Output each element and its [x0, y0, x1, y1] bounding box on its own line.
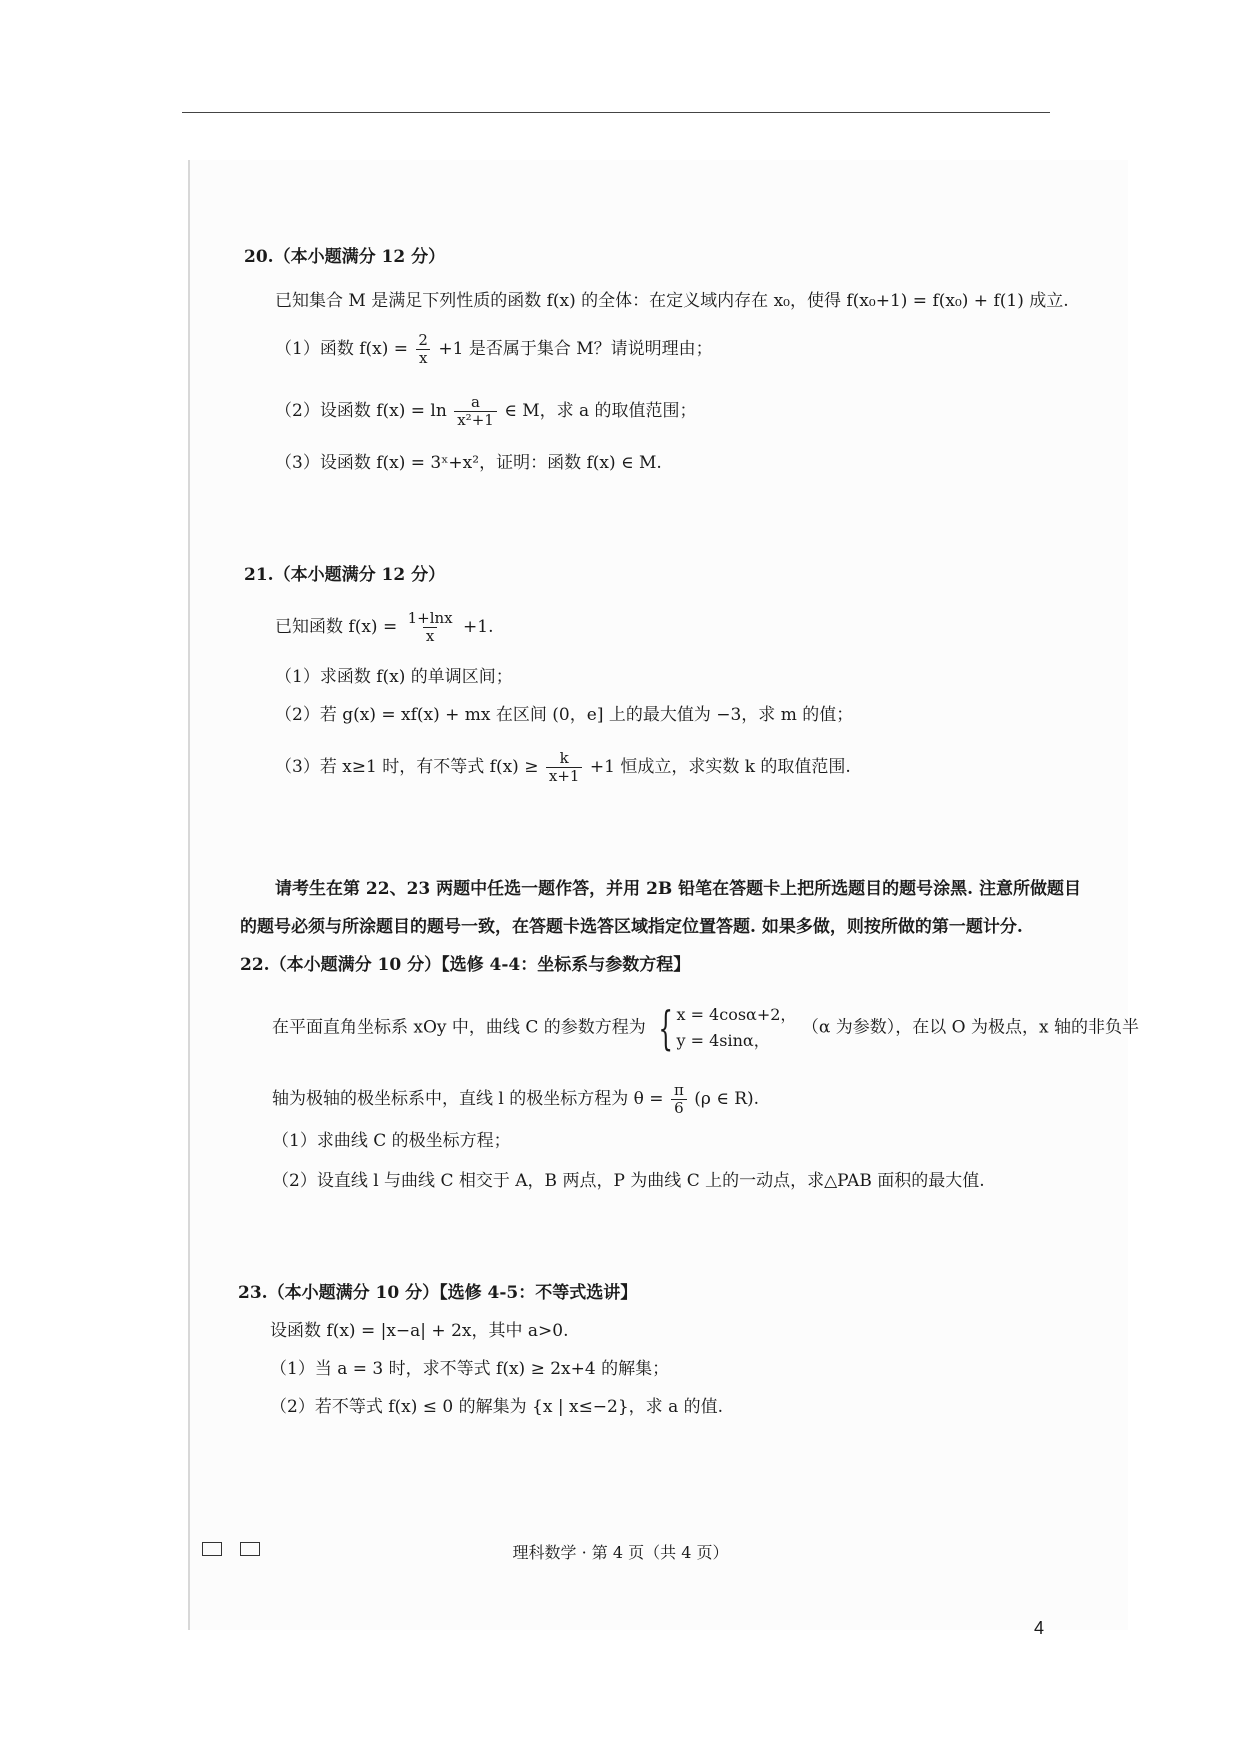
q21-part3-denominator: x+1 [546, 767, 583, 785]
q21-statement-numerator: 1+lnx [407, 609, 453, 627]
q20-part2-numerator: a [471, 393, 480, 411]
top-rule [182, 112, 1050, 113]
q22-system-row-2: y = 4sinα， [676, 1031, 770, 1050]
scan-edge [188, 160, 190, 1630]
q20-part1-denominator: x [416, 349, 430, 367]
q20-header: 20.（本小题满分 12 分） [244, 247, 446, 267]
q20-part2-post: ∈ M，求 a 的取值范围； [504, 401, 697, 421]
q22-brace: { [658, 1001, 674, 1055]
q20-part2-denominator: x²+1 [454, 411, 497, 429]
q21-part3-post: +1 恒成立，求实数 k 的取值范围. [589, 757, 851, 777]
q21-part3-pre: （3）若 x≥1 时，有不等式 f(x) ≥ [275, 757, 539, 777]
instructions-line-1: 请考生在第 22、23 两题中任选一题作答，并用 2B 铅笔在答题卡上把所选题目的题号涂黑. 注意所做题目 [275, 879, 1082, 899]
q22-part2: （2）设直线 l 与曲线 C 相交于 A，B 两点，P 为曲线 C 上的一动点，求△PAB 面积的最大值. [272, 1171, 985, 1191]
q22-statement-2 [272, 1082, 759, 1117]
q22-pi-over-6 [671, 1082, 687, 1117]
q22-header: 22.（本小题满分 10 分）【选修 4-4：坐标系与参数方程】 [240, 955, 691, 975]
q21-part2: （2）若 g(x) = xf(x) + mx 在区间 (0，e] 上的最大值为 −3，求 m 的值； [275, 705, 854, 725]
page-footer: 理科数学 · 第 4 页（共 4 页） [512, 1543, 729, 1562]
q23-header: 23.（本小题满分 10 分）【选修 4-5：不等式选讲】 [238, 1283, 638, 1303]
instructions-line-2: 的题号必须与所涂题目的题号一致，在答题卡选答区域指定位置答题. 如果多做，则按所做的第一题计分. [240, 917, 1023, 937]
q22-statement-2-post: (ρ ∈ R). [694, 1089, 760, 1109]
q20-part2-fraction [454, 394, 497, 429]
q21-statement-fraction [405, 610, 456, 645]
q20-part1 [275, 332, 713, 367]
q22-system-rows [676, 1002, 796, 1054]
q22-statement [272, 1002, 1139, 1054]
q22-denominator: 6 [671, 1099, 687, 1117]
q23-part2: （2）若不等式 f(x) ≤ 0 的解集为 {x | x≤−2}，求 a 的值. [270, 1397, 724, 1417]
q20-statement: 已知集合 M 是满足下列性质的函数 f(x) 的全体：在定义域内存在 x₀，使得 f(x₀+1) = f(x₀) + f(1) 成立. [275, 291, 1069, 311]
q21-header: 21.（本小题满分 12 分） [244, 565, 446, 585]
q22-statement-2-pre: 轴为极轴的极坐标系中，直线 l 的极坐标方程为 θ = [272, 1089, 664, 1109]
q22-part1: （1）求曲线 C 的极坐标方程； [272, 1131, 511, 1151]
q21-statement-denominator: x [423, 627, 437, 645]
q22-parametric-system [651, 1002, 796, 1054]
q20-part1-fraction [415, 332, 431, 367]
q20-part3: （3）设函数 f(x) = 3ˣ+x²，证明：函数 f(x) ∈ M. [275, 453, 662, 473]
q21-statement-pre: 已知函数 f(x) = [275, 617, 398, 637]
q20-part2-pre: （2）设函数 f(x) = ln [275, 401, 447, 421]
q21-statement-post: +1. [463, 617, 494, 637]
q22-statement-post: （α 为参数），在以 O 为极点，x 轴的非负半 [801, 1017, 1139, 1038]
q22-numerator: π [673, 1081, 684, 1099]
q20-part2 [275, 394, 697, 429]
q20-part1-pre: （1）函数 f(x) = [275, 339, 409, 359]
q21-part3-numerator: k [559, 749, 569, 767]
q21-statement [275, 610, 494, 645]
q23-part1: （1）当 a = 3 时，求不等式 f(x) ≥ 2x+4 的解集； [270, 1359, 670, 1379]
q22-system-row-1: x = 4cosα+2， [676, 1005, 797, 1024]
q21-part3-fraction [546, 750, 583, 785]
q22-statement-pre: 在平面直角坐标系 xOy 中，曲线 C 的参数方程为 [272, 1017, 646, 1038]
q21-part1: （1）求函数 f(x) 的单调区间； [275, 667, 513, 687]
q20-part1-post: +1 是否属于集合 M？请说明理由； [438, 339, 713, 359]
q20-part1-numerator: 2 [418, 331, 428, 349]
q21-part3 [275, 750, 851, 785]
q23-statement: 设函数 f(x) = |x−a| + 2x，其中 a>0. [270, 1321, 569, 1341]
page-number: 4 [1034, 1618, 1045, 1638]
